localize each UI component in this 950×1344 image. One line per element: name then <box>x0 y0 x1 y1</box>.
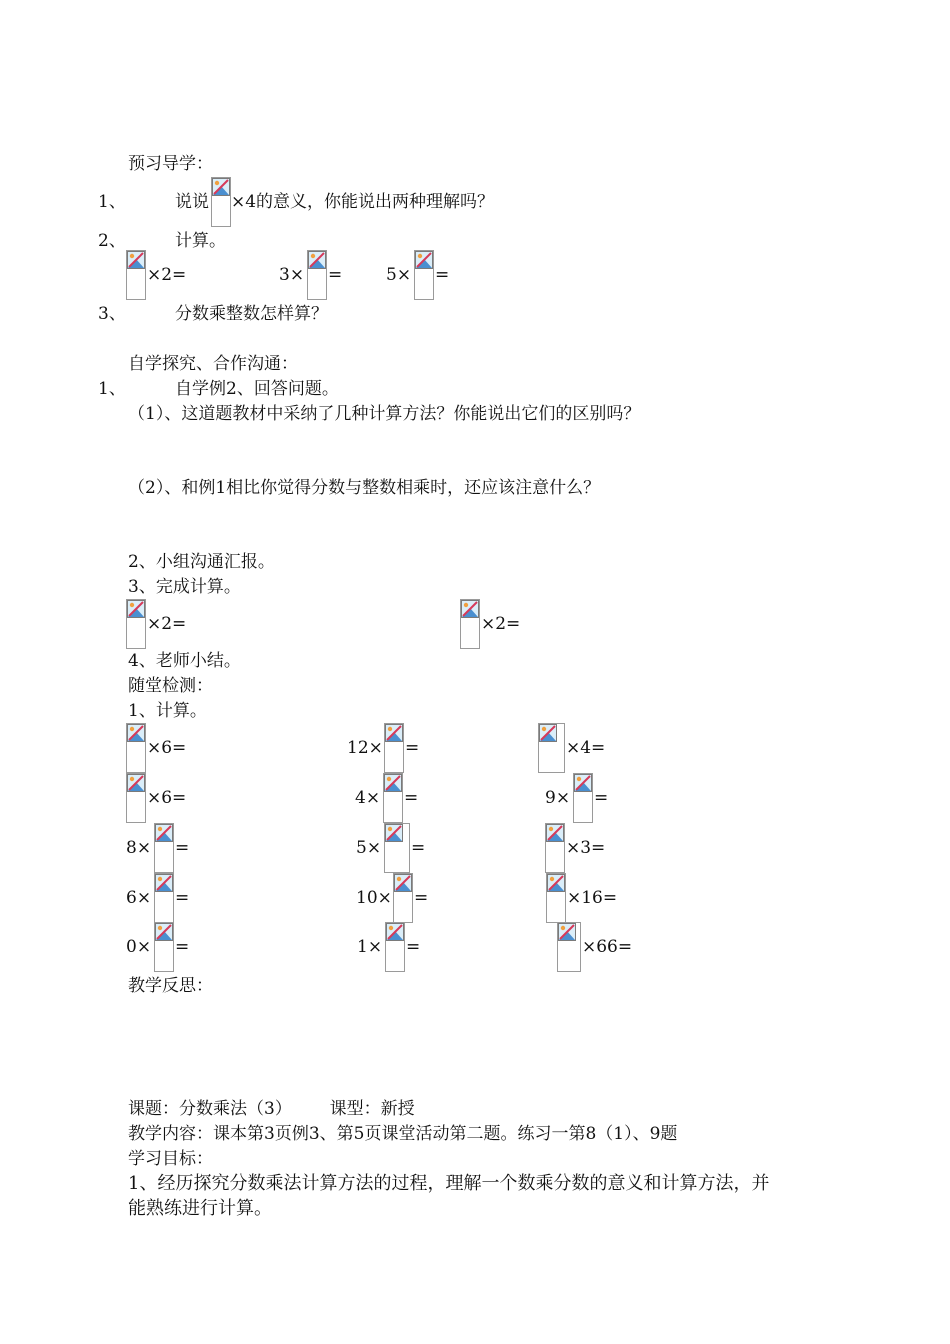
fraction-image-placeholder <box>546 873 566 923</box>
preview-heading: 预习导学： <box>128 154 213 174</box>
fraction-image-placeholder <box>384 823 410 873</box>
broken-image-icon <box>127 251 145 269</box>
document-page: 预习导学： 1、 说说 ×4的意义，你能说出两种理解吗？ 2、 计算。 ×2= 3× = 5× = 3、 分数乘整数怎样算？ 自学探究、合作沟通： 1、 自学例2、回答问题。 （1）、这道题教材中采纳了几种计算方法？你能说出它们的区别吗？ （2）、和例1相比你觉得分数与整数相乘时，还应该注意什么？ 2、小组沟通汇报。 3、完成计算。 ×2= ×2= 4、老师小结。 随堂检测： 1、计算。 ×6= 12× = ×4= ×6= 4× = 9× = 8× = 5× = ×3= 6× = 10× = ×16= 0× = 1× = ×66= 教学反思： 课题：分数乘法（3） 课型：新授 教学内容：课本第3页例3、第5页课堂活动第二题。练习一第8（1）、9题 学习目标： 1、经历探究分数乘法计算方法的过程，理解一个数乘分数的意义和计算方法，并 能熟练进行计算。 <box>98 154 770 1219</box>
explore-q1-number: 1、 <box>98 379 126 399</box>
reflection-heading: 教学反思： <box>128 976 213 996</box>
preview-q3-number: 3、 <box>98 304 126 324</box>
broken-image-icon <box>385 824 403 842</box>
broken-image-icon <box>546 824 564 842</box>
broken-image-icon <box>155 923 173 941</box>
fraction-image-placeholder <box>126 773 146 823</box>
fraction-image-placeholder <box>393 873 413 923</box>
preview-q1-number: 1、 <box>98 192 126 212</box>
broken-image-icon <box>127 600 145 618</box>
broken-image-icon <box>384 774 402 792</box>
explore-heading: 自学探究、合作沟通： <box>128 354 298 374</box>
preview-q3-text: 分数乘整数怎样算？ <box>175 304 328 324</box>
broken-image-icon <box>386 923 404 941</box>
explore-step-4: 4、老师小结。 <box>128 651 241 671</box>
preview-q1-text-before: 说说 <box>175 192 209 212</box>
lesson-goal-1-line-1: 1、经历探究分数乘法计算方法的过程，理解一个数乘分数的意义和计算方法，并 <box>128 1173 770 1194</box>
fraction-image-placeholder <box>538 723 565 773</box>
fraction-image-placeholder <box>126 723 146 773</box>
lesson-goal-1-line-2: 能熟练进行计算。 <box>128 1198 272 1219</box>
preview-q1-text-after: ×4的意义，你能说出两种理解吗？ <box>231 192 495 212</box>
check-heading: 随堂检测： <box>128 676 213 696</box>
fraction-image-placeholder <box>211 177 231 227</box>
check-q1-text: 1、计算。 <box>128 701 207 721</box>
fraction-image-placeholder <box>307 250 327 300</box>
broken-image-icon <box>394 874 412 892</box>
preview-q2-text: 计算。 <box>175 231 226 251</box>
explore-q1-text: 自学例2、回答问题。 <box>175 379 339 399</box>
explore-step-2: 2、小组沟通汇报。 <box>128 552 275 572</box>
preview-q2-number: 2、 <box>98 231 126 251</box>
broken-image-icon <box>574 774 592 792</box>
lesson-goals-heading: 学习目标： <box>128 1149 213 1169</box>
broken-image-icon <box>155 874 173 892</box>
fraction-image-placeholder <box>545 823 565 873</box>
broken-image-icon <box>385 724 403 742</box>
broken-image-icon <box>127 774 145 792</box>
broken-image-icon <box>212 178 230 196</box>
lesson-content: 教学内容：课本第3页例3、第5页课堂活动第二题。练习一第8（1）、9题 <box>128 1124 678 1144</box>
broken-image-icon <box>558 923 576 941</box>
broken-image-icon <box>461 600 479 618</box>
explore-sub-question-1: （1）、这道题教材中采纳了几种计算方法？你能说出它们的区别吗？ <box>128 404 641 424</box>
explore-sub-question-2: （2）、和例1相比你觉得分数与整数相乘时，还应该注意什么？ <box>128 478 601 498</box>
broken-image-icon <box>127 724 145 742</box>
fraction-image-placeholder <box>460 599 480 649</box>
fraction-image-placeholder <box>557 922 581 972</box>
broken-image-icon <box>308 251 326 269</box>
fraction-image-placeholder <box>154 922 174 972</box>
fraction-image-placeholder <box>414 250 434 300</box>
fraction-image-placeholder <box>126 250 146 300</box>
explore-step-3: 3、完成计算。 <box>128 577 241 597</box>
broken-image-icon <box>547 874 565 892</box>
fraction-image-placeholder <box>154 873 174 923</box>
fraction-image-placeholder <box>154 823 174 873</box>
broken-image-icon <box>415 251 433 269</box>
fraction-image-placeholder <box>573 773 593 823</box>
broken-image-icon <box>155 824 173 842</box>
lesson-title-line: 课题：分数乘法（3） 课型：新授 <box>128 1099 415 1119</box>
fraction-image-placeholder <box>126 599 146 649</box>
fraction-image-placeholder <box>383 773 403 823</box>
fraction-image-placeholder <box>384 723 404 773</box>
broken-image-icon <box>539 724 557 742</box>
fraction-image-placeholder <box>385 922 405 972</box>
